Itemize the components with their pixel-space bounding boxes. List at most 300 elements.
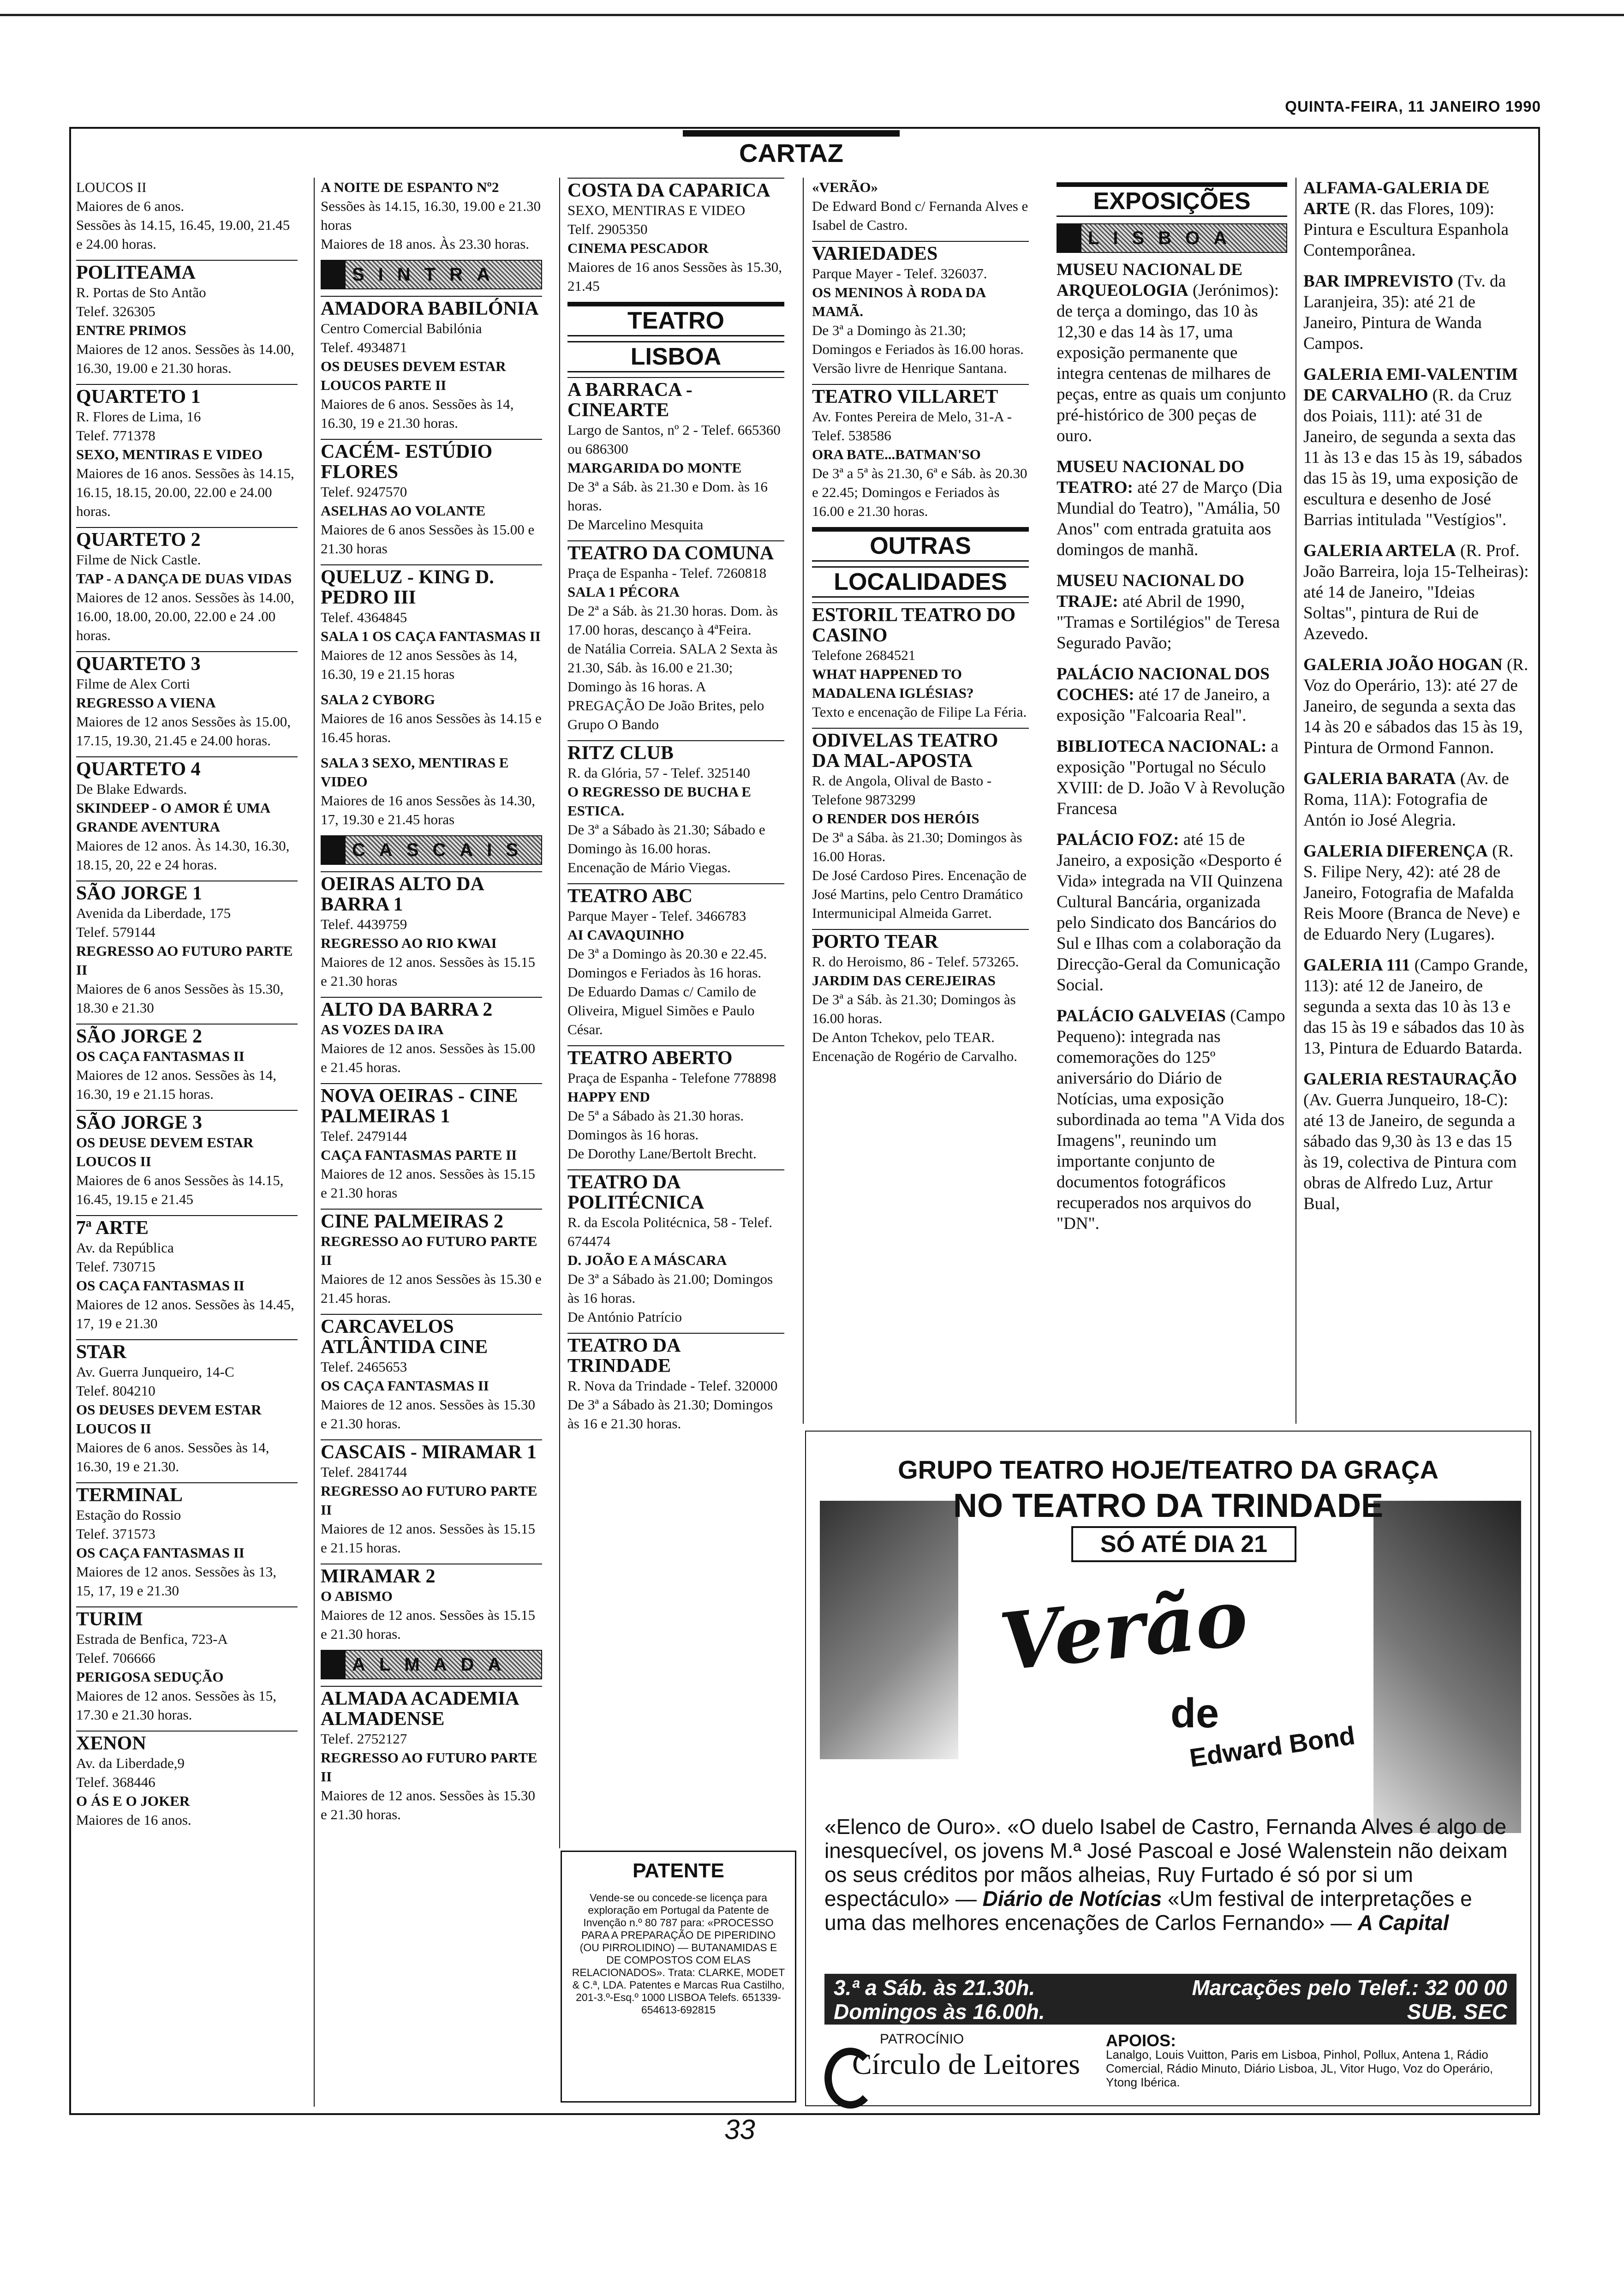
listing-schedule: De 3ª a Sába. às 21.30; Domingos às 16.00 Horas. — [812, 829, 1022, 864]
exhibition-details: (Av. Guerra Junqueiro, 18-C): até 13 de Janeiro, de segunda a sábado das 9,30 às 13 e das 15 às 19, colectiva de Pintura com obras de Alfredo Luz, Artur Bual, — [1303, 1091, 1517, 1213]
exhibition-venue: GALERIA 111 — [1303, 956, 1410, 975]
listing-phone: Telef. 804210 — [76, 1383, 155, 1399]
listing-title: REGRESSO AO FUTURO PARTE II — [321, 1483, 537, 1518]
listing-address: R. do Heroismo, 86 - Telef. 573265. — [812, 953, 1019, 970]
listing-venue: SÃO JORGE 1 — [76, 881, 298, 904]
listing-title: SALA 1 PÉCORA — [567, 584, 680, 600]
listing-title: REGRESSO AO FUTURO PARTE II — [321, 1233, 537, 1268]
exhibition-venue: MUSEU NACIONAL DO TEATRO: — [1057, 457, 1245, 497]
listing-address: Estrada de Benfica, 723-A — [76, 1631, 228, 1647]
listing-schedule: De 3ª a Domingo às 20.30 e 22.45. Domingos e Feriados às 16 horas. — [567, 946, 767, 981]
listing-schedule: Maiores de 12 anos. Sessões às 15.15 e 21.30 horas. — [321, 1607, 535, 1642]
listing-schedule: Maiores de 12 anos. Sessões às 14, 16.30, 19 e 21.15 horas. — [76, 1067, 276, 1102]
listing-entry — [567, 540, 784, 734]
listing-title: OS CAÇA FANTASMAS II — [321, 1378, 489, 1394]
listing-entry — [321, 1686, 542, 1824]
listing-details: Texto e encenação de Filipe La Féria. — [812, 704, 1027, 720]
listing-address: R. da Escola Politécnica, 58 - Telef. 674474 — [567, 1214, 773, 1249]
listing-title: SEXO, MENTIRAS E VIDEO — [76, 446, 263, 462]
listing-venue: COSTA DA CAPARICA — [567, 178, 784, 201]
exhibition-entry — [1303, 364, 1529, 530]
exhibition-venue: MUSEU NACIONAL DE ARQUEOLOGIA — [1057, 260, 1242, 300]
exhibition-venue: MUSEU NACIONAL DO TRAJE: — [1057, 571, 1245, 611]
exhibition-venue: PALÁCIO NACIONAL DOS COCHES: — [1057, 665, 1270, 704]
listing-entry — [321, 1564, 542, 1643]
listing-details: De Anton Tchekov, pelo TEAR. Encenação de Rogério de Carvalho. — [812, 1029, 1018, 1064]
listing-phone: Telef. 771378 — [76, 427, 155, 443]
exhibition-details: até 15 de Janeiro, a exposição «Desporto é Vida» integrada na VII Quinzena Cultural Bancária, organizada pelo Sindicato dos Bancários do Sul e Ilhas com a colaboração da Direcção-Geral da Comunicação Social. — [1057, 830, 1283, 995]
listing-address: Praça de Espanha - Telefone 778898 — [567, 1070, 776, 1086]
listing-entry — [321, 753, 542, 829]
sponsor-name: Círculo de Leitores — [852, 2048, 1081, 2080]
listing-title: REGRESSO A VIENA — [76, 695, 216, 711]
listing-address: Telefone 2684521 — [812, 647, 916, 663]
cinema-column-2 — [321, 178, 542, 1830]
exhibition-venue: GALERIA RESTAURAÇÃO — [1303, 1070, 1517, 1089]
exhibition-entry — [1303, 841, 1529, 945]
listing-schedule: De 3ª a 5ª às 21.30, 6ª e Sáb. às 20.30 e 22.45; Domingos e Feriados às 16.00 e 21.30 horas. — [812, 465, 1027, 519]
listing-entry — [812, 728, 1029, 923]
listing-schedule: Maiores de 12 anos. Sessões às 13, 15, 17, 19 e 21.30 — [76, 1564, 276, 1599]
listing-entry — [321, 178, 542, 253]
listing-venue: QUARTETO 3 — [76, 651, 298, 674]
listing-venue: TEATRO DA POLITÉCNICA — [567, 1169, 784, 1213]
listing-schedule: De 2ª a Sáb. às 21.30 horas. Dom. às 17.00 horas, descanço à 4ªFeira. — [567, 603, 778, 638]
listing-details: De Dorothy Lane/Bertolt Brecht. — [567, 1145, 757, 1162]
listing-phone: Telef. 730715 — [76, 1258, 155, 1275]
listing-title: OS MENINOS À RODA DA MAMÃ. — [812, 284, 985, 319]
exhibition-entry — [1303, 955, 1529, 1059]
exhibition-entry — [1303, 178, 1529, 261]
listing-schedule: Maiores de 6 anos Sessões às 15.00 e 21.30 horas — [321, 521, 535, 557]
exhibition-entry — [1057, 664, 1287, 726]
listing-entry — [321, 690, 542, 747]
listing-details: de Natália Correia. SALA 2 Sexta às 21.30, Sáb. às 16.00 e 21.30; Domingo às 16 horas. A PREGAÇÃO De João Brites, pelo Grupo O Bando — [567, 641, 778, 732]
listing-schedule: De 3ª a Sábado às 21.30; Sábado e Domingo às 16.00 horas. — [567, 821, 765, 857]
listing-venue: CARCAVELOS ATLÂNTIDA CINE — [321, 1314, 542, 1357]
exhibition-details: até 27 de Março (Dia Mundial do Teatro), "Amália, 50 Anos" com entrada gratuita aos domingos de manhã. — [1057, 478, 1283, 559]
listing-entry — [76, 1606, 298, 1724]
listing-venue: TEATRO ABC — [567, 883, 784, 906]
listing-venue: NOVA OEIRAS - CINE PALMEIRAS 1 — [321, 1083, 542, 1127]
listing-entry — [812, 602, 1029, 721]
column-rule — [314, 178, 315, 2107]
listing-address: De Blake Edwards. — [76, 781, 187, 797]
exhibition-venue: GALERIA EMI-VALENTIM DE CARVALHO — [1303, 365, 1518, 405]
ad-company-line: GRUPO TEATRO HOJE/TEATRO DA GRAÇA — [898, 1455, 1439, 1484]
listing-venue: QUARTETO 1 — [76, 384, 298, 407]
listing-entry — [76, 1731, 298, 1829]
listing-phone: Telef. 371573 — [76, 1526, 155, 1542]
listing-title: OS DEUSE DEVEM ESTAR LOUCOS II — [76, 1134, 254, 1169]
exhibition-details: (Av. de Roma, 11A): Fotografia de Antón io José Alegria. — [1303, 769, 1509, 830]
listing-venue: CINE PALMEIRAS 2 — [321, 1209, 542, 1232]
listing-title: SALA 1 OS CAÇA FANTASMAS II — [321, 628, 541, 644]
listing-schedule: Maiores de 6 anos Sessões às 15.30, 18.30 e 21.30 — [76, 981, 284, 1016]
listing-schedule: De 3ª a Sáb. às 21.30; Domingos às 16.00 horas. — [812, 991, 1016, 1026]
listing-venue: XENON — [76, 1731, 298, 1754]
listing-phone: Telef. 579144 — [76, 924, 155, 940]
exhibition-details: (R. Voz do Operário, 13): até 27 de Janeiro, de segunda a sexta das 14 às 20 e sábados das 15 às 19, Pintura de Ormond Fannon. — [1303, 655, 1528, 757]
listing-venue: CASCAIS - MIRAMAR 1 — [321, 1439, 542, 1462]
listing-entry — [76, 1215, 298, 1333]
exhibition-venue: PALÁCIO GALVEIAS — [1057, 1007, 1226, 1025]
cinema-column-1 — [76, 178, 298, 1836]
listing-entry — [321, 1209, 542, 1307]
listing-title: O ABISMO — [321, 1588, 393, 1604]
listing-schedule: Maiores de 16 anos Sessões às 15.30, 21.45 — [567, 259, 782, 294]
listing-title: CINEMA PESCADOR — [567, 240, 709, 256]
listing-venue: MIRAMAR 2 — [321, 1564, 542, 1587]
theatre-column-2 — [812, 178, 1029, 1072]
listing-schedule: Sessões às 14.15, 16.45, 19.00, 21.45 e 24.00 horas. — [76, 217, 290, 252]
listing-entry — [76, 651, 298, 750]
listing-phone: Telef. 706666 — [76, 1650, 155, 1666]
listing-venue: POLITEAMA — [76, 260, 298, 283]
listing-schedule: Maiores de 12 anos. Sessões às 15.00 e 21.45 horas. — [321, 1040, 535, 1075]
listing-entry — [76, 260, 298, 378]
supporters-list: APOIOS: Lanalgo, Louis Vuitton, Paris em Lisboa, Pinhol, Pollux, Antena 1, Rádio Comercial, Rádio Minuto, Diário Lisboa, JL, Vitor Hugo, Voz do Operário, Ytong Ibérica. — [1106, 2031, 1493, 2089]
listing-venue: TEATRO VILLARET — [812, 384, 1029, 407]
exhibition-entry — [1057, 570, 1287, 653]
listing-venue: ESTORIL TEATRO DO CASINO — [812, 602, 1029, 646]
listing-entry — [76, 527, 298, 645]
listing-title: REGRESSO AO FUTURO PARTE II — [76, 943, 293, 978]
listing-venue: 7ª ARTE — [76, 1215, 298, 1238]
listing-title: A NOITE DE ESPANTO Nº2 — [321, 179, 499, 195]
listing-schedule: Maiores de 12 anos. Sessões às 15.15 e 21.30 horas — [321, 954, 535, 989]
listing-title: TAP - A DANÇA DE DUAS VIDAS — [76, 570, 292, 587]
listing-entry — [567, 178, 784, 295]
listing-details: Versão livre de Henrique Santana. — [812, 360, 1007, 376]
listing-title: REGRESSO AO RIO KWAI — [321, 935, 497, 951]
listing-address: Largo de Santos, nº 2 - Telef. 665360 ou 686300 — [567, 422, 781, 457]
listing-entry — [567, 377, 784, 534]
listing-address: R. da Glória, 57 - Telef. 325140 — [567, 765, 750, 781]
listing-phone: Telef. 2479144 — [321, 1128, 407, 1144]
listing-entry — [567, 1169, 784, 1326]
listing-address: Centro Comercial Babilónia — [321, 320, 482, 336]
exhibition-entry — [1057, 1006, 1287, 1234]
listing-phone: Telef. 326305 — [76, 303, 155, 319]
patent-notice — [561, 1851, 796, 2103]
listing-address: R. de Angola, Olival de Basto - Telefone 9873299 — [812, 773, 992, 808]
listing-schedule: Maiores de 6 anos. Sessões às 14, 16.30, 19 e 21.30. — [76, 1439, 269, 1474]
listing-title: O ÁS E O JOKER — [76, 1793, 190, 1809]
listing-venue: TEATRO DA COMUNA — [567, 540, 784, 563]
theatre-column-1 — [567, 178, 784, 1439]
listing-phone: Maiores de 6 anos. — [76, 198, 185, 214]
exhibition-entry — [1303, 1069, 1529, 1214]
section-almada: ALMADA — [321, 1650, 542, 1679]
listing-title: MARGARIDA DO MONTE — [567, 460, 742, 476]
listing-address: Estação do Rossio — [76, 1507, 181, 1523]
page-dateline: QUINTA-FEIRA, 11 JANEIRO 1990 — [1285, 98, 1541, 115]
listing-venue: PORTO TEAR — [812, 929, 1029, 952]
listing-title: O RENDER DOS HERÓIS — [812, 810, 979, 827]
actress-photo-right — [1373, 1501, 1521, 1833]
listing-title: REGRESSO AO FUTURO PARTE II — [321, 1750, 537, 1785]
exhibition-venue: ALFAMA-GALERIA DE ARTE — [1303, 179, 1490, 218]
listing-title: AI CAVAQUINHO — [567, 927, 684, 943]
listing-entry — [76, 1110, 298, 1209]
listing-phone: Telef. 9247570 — [321, 484, 407, 500]
listing-schedule: Maiores de 12 anos. Sessões às 15.15 e 21.15 horas. — [321, 1521, 535, 1556]
listing-schedule: Maiores de 12 anos. Sessões às 15.30 e 21.30 horas. — [321, 1787, 535, 1822]
listing-title: AS VOZES DA IRA — [321, 1021, 444, 1037]
listing-address: R. Portas de Sto Antão — [76, 284, 206, 300]
listing-schedule: Maiores de 12 anos Sessões às 15.00, 17.15, 19.30, 21.45 e 24.00 horas. — [76, 713, 291, 749]
listing-details: Encenação de Mário Viegas. — [567, 859, 731, 875]
ad-venue-line: NO TEATRO DA TRINDADE — [953, 1487, 1383, 1524]
ad-de: de — [1170, 1690, 1219, 1737]
listing-schedule: Maiores de 12 anos. Sessões às 15.15 e 21.30 horas — [321, 1166, 535, 1201]
exhibition-venue: GALERIA DIFERENÇA — [1303, 842, 1488, 861]
listing-title: WHAT HAPPENED TO MADALENA IGLÉSIAS? — [812, 666, 974, 701]
exhibition-details: (R. Prof. João Barreira, loja 15-Telheiras): até 14 de Janeiro, "Ideias Soltas", pintura de Rui de Azevedo. — [1303, 541, 1529, 643]
exhibitions-column-1 — [1057, 178, 1287, 1244]
listing-schedule: De 3ª a Domingo às 21.30; Domingos e Feriados às 16.00 horas. — [812, 322, 1024, 357]
listing-address: R. Flores de Lima, 16 — [76, 408, 201, 425]
exhibitions-column-2 — [1303, 178, 1529, 1224]
ad-run-dates: SÓ ATÉ DIA 21 — [1071, 1526, 1296, 1562]
listing-phone: Telef. 2841744 — [321, 1464, 407, 1480]
listing-entry — [76, 1339, 298, 1476]
exhibition-venue: GALERIA BARATA — [1303, 769, 1456, 788]
ad-schedule-bar — [824, 1974, 1517, 2025]
exhibition-details: a exposição "Portugal no Século XVIII: de D. João V à Revolução Francesa — [1057, 737, 1285, 818]
exhibition-details: (R. das Flores, 109): Pintura e Escultura Espanhola Contemporânea. — [1303, 199, 1509, 260]
listing-schedule: Maiores de 12 anos. Sessões às 15, 17.30 e 21.30 horas. — [76, 1688, 276, 1723]
listing-venue: ALTO DA BARRA 2 — [321, 997, 542, 1020]
listing-phone: Telef. 2752127 — [321, 1731, 407, 1747]
listing-venue: SÃO JORGE 2 — [76, 1024, 298, 1047]
listing-title: PERIGOSA SEDUÇÃO — [76, 1669, 224, 1685]
listing-venue: TEATRO ABERTO — [567, 1045, 784, 1068]
listing-phone: Telef. 4439759 — [321, 916, 407, 932]
listing-phone: Telef. 2465653 — [321, 1359, 407, 1375]
listing-entry — [76, 384, 298, 521]
column-rule — [803, 178, 804, 1424]
listing-schedule: De 3ª a Sábado às 21.00; Domingos às 16 horas. — [567, 1271, 773, 1306]
section-cascais: CASCAIS — [321, 835, 542, 865]
listing-entry — [812, 929, 1029, 1066]
listing-address: Filme de Alex Corti — [76, 676, 191, 692]
exhibition-details: (Campo Grande, 113): até 12 de Janeiro, de segunda a sexta das 10 às 13 e das 15 às 19 e sábados das 10 às 13, Pintura de Eduardo Batarda. — [1303, 956, 1528, 1058]
exhibition-venue: BIBLIOTECA NACIONAL: — [1057, 737, 1267, 756]
listing-venue: QUARTETO 4 — [76, 756, 298, 779]
listing-details: De Edward Bond c/ Fernanda Alves e Isabel de Castro. — [812, 198, 1028, 233]
exhibition-entry — [1303, 271, 1529, 354]
listing-entry — [567, 740, 784, 877]
listing-address: Parque Mayer - Telef. 3466783 — [567, 908, 746, 924]
listing-entry — [321, 1314, 542, 1433]
section-lisboa: LISBOA — [1057, 223, 1287, 253]
listing-venue: VARIEDADES — [812, 241, 1029, 264]
listing-venue: AMADORA BABILÓNIA — [321, 296, 542, 319]
heading-localidades: LOCALIDADES — [812, 566, 1029, 598]
listing-entry — [76, 1024, 298, 1103]
exhibition-details: até Abril de 1990, "Tramas e Sortilégios" de Teresa Segurado Pavão; — [1057, 592, 1280, 653]
listing-title: HAPPY END — [567, 1089, 650, 1105]
exhibition-entry — [1303, 540, 1529, 644]
listing-entry — [812, 384, 1029, 521]
listing-venue: ODIVELAS TEATRO DA MAL-APOSTA — [812, 728, 1029, 771]
listing-entry — [76, 1482, 298, 1600]
listing-venue: STAR — [76, 1339, 298, 1362]
listing-entry — [321, 1083, 542, 1202]
listing-address: Av. da Liberdade,9 — [76, 1755, 185, 1771]
exhibition-entry — [1057, 259, 1287, 446]
listing-venue: TEATRO DA TRINDADE — [567, 1333, 784, 1376]
exhibition-details: (Tv. da Laranjeira, 35): até 21 de Janeiro, Pintura de Wanda Campos. — [1303, 272, 1506, 353]
exhibition-venue: BAR IMPREVISTO — [1303, 272, 1454, 291]
exhibition-venue: PALÁCIO FOZ: — [1057, 830, 1179, 849]
exhibition-details: (Campo Pequeno): integrada nas comemorações do 125º aniversário do Diário de Notícias, uma exposição subordinada ao tema "A Vida dos Imagens", reunindo um importante conjunto de documentos fotográficos recuperados nos arquivos do "DN". — [1057, 1007, 1285, 1233]
listing-details: De Eduardo Damas c/ Camilo de Oliveira, Miguel Simões e Paulo César. — [567, 983, 756, 1037]
exhibition-venue: GALERIA ARTELA — [1303, 541, 1456, 560]
listing-details: De José Cardoso Pires. Encenação de José Martins, pelo Centro Dramático Intermunicipal Almeida Garret. — [812, 867, 1027, 921]
listing-title: D. JOÃO E A MÁSCARA — [567, 1252, 727, 1268]
listing-address: SEXO, MENTIRAS E VIDEO — [567, 202, 746, 218]
exhibition-entry — [1057, 456, 1287, 560]
ad-author: Edward Bond — [1188, 1720, 1357, 1773]
heading-exposicoes: EXPOSIÇÕES — [1057, 182, 1287, 217]
listing-schedule: Maiores de 6 anos. Sessões às 14, 16.30, 19 e 21.30 horas. — [321, 396, 514, 431]
listing-schedule: De 5ª a Sábado às 21.30 horas. Domingos às 16 horas. — [567, 1108, 744, 1143]
listing-phone: Telf. 2905350 — [567, 221, 648, 237]
top-rule — [0, 14, 1624, 16]
listing-entry — [321, 1439, 542, 1557]
listing-venue: TURIM — [76, 1606, 298, 1630]
listing-schedule: Maiores de 12 anos. Sessões às 14.00, 16.30, 19.00 e 21.30 horas. — [76, 341, 294, 376]
heading-lisboa: LISBOA — [567, 341, 784, 372]
listing-title: «VERÃO» — [812, 179, 878, 195]
listing-schedule: Maiores de 12 anos. Sessões às 14.00, 16.00, 18.00, 20.00, 22.00 e 24 .00 horas. — [76, 589, 294, 643]
column-rule — [559, 178, 560, 1848]
listing-address: Av. da República — [76, 1240, 174, 1256]
listing-entry — [321, 439, 542, 558]
exhibition-entry — [1057, 736, 1287, 819]
listing-entry — [76, 756, 298, 874]
listing-venue: CACÉM- ESTÚDIO FLORES — [321, 439, 542, 482]
exhibition-entry — [1303, 654, 1529, 758]
listing-title: ORA BATE...BATMAN'SO — [812, 446, 981, 462]
actress-photo-left — [820, 1501, 958, 1759]
listing-entry — [76, 178, 298, 253]
listing-venue: TERMINAL — [76, 1482, 298, 1505]
listing-title: ENTRE PRIMOS — [76, 322, 186, 338]
exhibition-details: (R. da Cruz dos Poiais, 111): até 31 de Janeiro, de segunda a sexta das 11 às 13 e das 15 às 19, sábados das 15 às 19, uma exposição de escultura e desenho de José Barrias intitulada "Vestígios". — [1303, 386, 1522, 529]
listing-entry — [321, 997, 542, 1077]
exhibition-details: até 17 de Janeiro, a exposição "Falcoaria Real". — [1057, 685, 1270, 725]
listing-schedule: Sessões às 14.15, 16.30, 19.00 e 21.30 horas — [321, 198, 541, 233]
exhibition-venue: GALERIA JOÃO HOGAN — [1303, 655, 1503, 674]
listing-title: ASELHAS AO VOLANTE — [321, 503, 486, 519]
exhibition-details: (R. S. Filipe Nery, 42): até 28 de Janeiro, Fotografia de Mafalda Reis Moore (Branca de Neve) e de Eduardo Nery (Lugares). — [1303, 842, 1520, 944]
listing-title: JARDIM DAS CEREJEIRAS — [812, 972, 996, 989]
listing-entry — [321, 871, 542, 990]
listing-schedule: Maiores de 16 anos Sessões às 14.15 e 16.45 horas. — [321, 710, 542, 745]
listing-entry — [812, 241, 1029, 378]
listing-title: CAÇA FANTASMAS PARTE II — [321, 1147, 517, 1163]
listing-entry — [321, 296, 542, 432]
page-number: 33 — [724, 2114, 755, 2145]
exhibition-details: (Jerónimos): de terça a domingo, das 10 às 12,30 e das 14 às 17, uma exposição permanente que integra centenas de milhares de peças, entre as quais um conjunto pré-histórico de 300 peças de ouro. — [1057, 281, 1286, 445]
listing-address: R. Nova da Trindade - Telef. 320000 — [567, 1378, 778, 1394]
listing-entry — [567, 1045, 784, 1163]
listing-schedule: Maiores de 12 anos Sessões às 15.30 e 21.45 horas. — [321, 1271, 542, 1306]
listing-title: SKINDEEP - O AMOR É UMA GRANDE AVENTURA — [76, 800, 270, 835]
listing-schedule: Maiores de 12 anos. Sessões às 15.30 e 21.30 horas. — [321, 1396, 535, 1432]
listing-entry — [567, 1333, 784, 1433]
listing-title: SALA 3 SEXO, MENTIRAS E VIDEO — [321, 755, 509, 790]
listing-address: Av. Fontes Pereira de Melo, 31-A - Telef. 538586 — [812, 408, 1012, 443]
patent-body: Vende-se ou concede-se licença para exploração em Portugal da Patente de Invenção n.º 80 787 para: «PROCESSO PARA A PREPARAÇÃO DE PIPERIDINO (OU PIRROLIDINO) — BUTANAMIDAS E DE COMPOSTOS COM ELAS RELACIONADOS». Trata: CLARKE, MODET & C.ª, LDA. Patentes e Marcas Rua Castilho, 201-3.º-Esq.º 1000 LISBOA Telefs. 651339-654613-692815 — [572, 1892, 785, 2016]
listing-details: De António Patrício — [567, 1309, 682, 1325]
listing-title: OS DEUSES DEVEM ESTAR LOUCOS II — [76, 1402, 262, 1437]
listing-entry — [76, 881, 298, 1017]
ad-play-title: Verão — [996, 1571, 1252, 1689]
listing-schedule: De 3ª a Sábado às 21.30; Domingos às 16 e 21.30 horas. — [567, 1396, 773, 1432]
exhibition-entry — [1057, 829, 1287, 995]
listing-title: SALA 2 CYBORG — [321, 691, 436, 707]
heading-teatro: TEATRO — [567, 302, 784, 336]
listing-title: OS CAÇA FANTASMAS II — [76, 1277, 245, 1294]
section-banner: CARTAZ — [683, 130, 900, 170]
listing-entry — [812, 178, 1029, 234]
listing-venue: QUELUZ - KING D. PEDRO III — [321, 564, 542, 608]
listing-venue: SÃO JORGE 3 — [76, 1110, 298, 1133]
listing-venue: OEIRAS ALTO DA BARRA 1 — [321, 871, 542, 915]
sponsor-block: PATROCÍNIO Círculo de Leitores — [824, 2031, 1101, 2081]
listing-phone: Telef. 4364845 — [321, 609, 407, 625]
listing-phone: Telef. 4934871 — [321, 339, 407, 355]
listing-entry — [321, 564, 542, 683]
listing-schedule: Maiores de 16 anos. — [76, 1812, 191, 1828]
listing-venue: RITZ CLUB — [567, 740, 784, 763]
listing-title: OS CAÇA FANTASMAS II — [76, 1545, 245, 1561]
listing-schedule: Maiores de 12 anos Sessões às 14, 16.30, 19 e 21.15 horas — [321, 647, 518, 682]
listing-address: Av. Guerra Junqueiro, 14-C — [76, 1364, 234, 1380]
listing-details: Maiores de 18 anos. Às 23.30 horas. — [321, 236, 530, 252]
listing-details: De Marcelino Mesquita — [567, 516, 704, 533]
listing-entry — [567, 883, 784, 1039]
listing-address: Praça de Espanha - Telef. 7260818 — [567, 565, 767, 581]
listing-address: Parque Mayer - Telef. 326037. — [812, 265, 987, 282]
patent-title: PATENTE — [633, 1859, 724, 1882]
listing-schedule: Maiores de 16 anos Sessões às 14.30, 17, 19.30 e 21.45 horas — [321, 792, 535, 827]
listing-schedule: Maiores de 16 anos. Sessões às 14.15, 16.15, 18.15, 20.00, 22.00 e 24.00 horas. — [76, 465, 294, 519]
listing-phone: Telef. 368446 — [76, 1774, 155, 1790]
listing-address: Avenida da Liberdade, 175 — [76, 905, 231, 921]
listing-address: Filme de Nick Castle. — [76, 551, 201, 568]
listing-schedule: Maiores de 12 anos. Às 14.30, 16.30, 18.15, 20, 22 e 24 horas. — [76, 838, 290, 873]
listing-venue: A BARRACA - CINEARTE — [567, 377, 784, 420]
section-sintra: SINTRA — [321, 260, 542, 289]
listing-schedule: De 3ª a Sáb. às 21.30 e Dom. às 16 horas. — [567, 479, 768, 514]
exhibition-entry — [1303, 768, 1529, 831]
listing-address: LOUCOS II — [76, 179, 147, 195]
listing-title: O REGRESSO DE BUCHA E ESTICA. — [567, 784, 751, 819]
heading-outras: OUTRAS — [812, 527, 1029, 562]
theatre-advertisement — [805, 1431, 1531, 2106]
ad-showtimes: 3.ª a Sáb. às 21.30h. Domingos às 16.00h. — [834, 1976, 1045, 2024]
ad-press-quotes: «Elenco de Ouro». «O duelo Isabel de Castro, Fernanda Alves é algo de inesquecível, os jovens M.ª José Pascoal e José Walenstein não deixam os seus créditos por mãos alheias, Ruy Furtado é só por si um espectáculo» — Diário de Notícias «Um festival de interpretações e uma das melhores encenações de Carlos Fernando» — A Capital — [824, 1815, 1508, 1935]
listing-schedule: Maiores de 12 anos. Sessões às 14.45, 17, 19 e 21.30 — [76, 1296, 294, 1331]
listing-venue: QUARTETO 2 — [76, 527, 298, 550]
listing-venue: ALMADA ACADEMIA ALMADENSE — [321, 1686, 542, 1729]
